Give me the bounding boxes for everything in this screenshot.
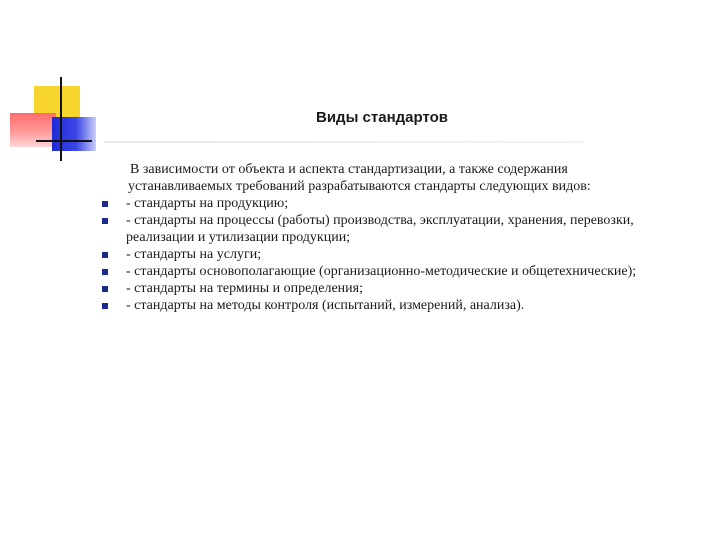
intro-text: В зависимости от объекта и аспекта стандартизации, а также содержания устанавливаемых требований разрабатываются стандарты следующих видов:	[128, 162, 591, 194]
list-item-text: - стандарты на услуги;	[126, 247, 262, 262]
horizontal-line	[36, 140, 92, 142]
list-item-text: - стандарты на методы контроля (испытаний, измерений, анализа).	[126, 298, 525, 313]
blue-square	[52, 117, 96, 151]
list-item-text: - стандарты на термины и определения;	[126, 281, 363, 296]
list-item	[100, 297, 668, 314]
list-item-text: - стандарты основополагающие (организационно-методические и общетехнические);	[126, 264, 637, 279]
title-divider	[104, 141, 584, 143]
vertical-line	[60, 77, 62, 161]
square-bullet-icon	[102, 252, 108, 258]
square-bullet-icon	[102, 218, 108, 224]
square-bullet-icon	[102, 269, 108, 275]
list-item	[100, 195, 668, 212]
list-item	[100, 212, 668, 246]
list-item	[100, 263, 668, 280]
list-item	[100, 246, 668, 263]
standards-list	[100, 195, 668, 314]
slide-title: Виды стандартов	[316, 109, 449, 126]
square-bullet-icon	[102, 201, 108, 207]
square-bullet-icon	[102, 303, 108, 309]
list-item-text: - стандарты на продукцию;	[126, 196, 289, 211]
square-bullet-icon	[102, 286, 108, 292]
list-item-text: - стандарты на процессы (работы) производства, эксплуатации, хранения, перевозки, реализации и утилизации продукции;	[126, 213, 634, 245]
list-item	[100, 280, 668, 297]
